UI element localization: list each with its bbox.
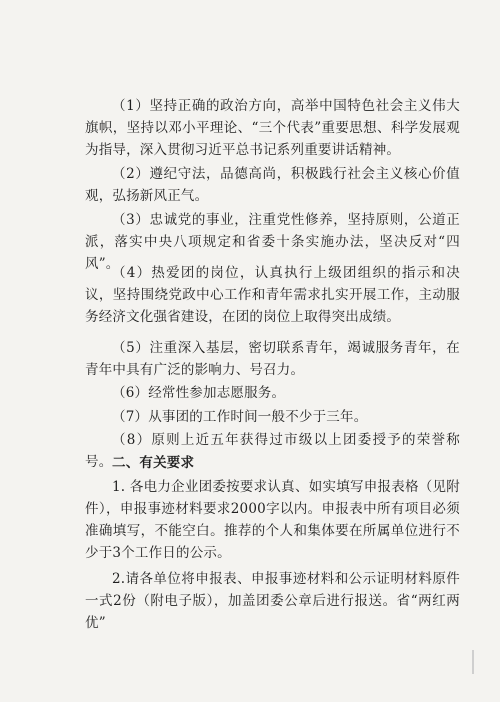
criterion-3: （3）忠诚党的事业，注重党性修养，坚持原则，公道正派，落实中央八项规定和省委十条实施办法，坚决反对“四风”。 xyxy=(85,212,460,272)
requirement-2: 2.请各单位将申报表、申报事迹材料和公示证明材料原件一式2份（附电子版），加盖团委公章后进行报送。省“两红两优” xyxy=(85,571,460,631)
requirement-1: 1. 各电力企业团委按要求认真、如实填写申报表格（见附件），申报事迹材料要求2000字以内。申报表中所有项目必须准确填写，不能空白。推荐的个人和集体要在所属单位进行不少于3个工作日的公示。 xyxy=(85,479,460,561)
criterion-6: （6）经常性参加志愿服务。 xyxy=(112,385,286,401)
scan-mark xyxy=(472,650,474,674)
criterion-1: （1）坚持正确的政治方向，高举中国特色社会主义伟大旗帜，坚持以邓小平理论、“三个代表”重要思想、科学发展观为指导，深入贯彻习近平总书记系列重要讲话精神。 xyxy=(85,98,460,158)
section-heading: 二、有关要求 xyxy=(112,455,195,471)
criterion-4: （4）热爱团的岗位，认真执行上级团组织的指示和决议，坚持围绕党政中心工作和青年需求扎实开展工作，主动服务经济文化强省建设，在团的岗位上取得突出成绩。 xyxy=(85,265,460,325)
criterion-5: （5）注重深入基层，密切联系青年，竭诚服务青年，在青年中具有广泛的影响力、号召力。 xyxy=(85,340,460,378)
criterion-2: （2）遵纪守法，品德高尚，积极践行社会主义核心价值观，弘扬新风正气。 xyxy=(85,166,460,204)
criterion-8: （8）原则上近五年获得过市级以上团委授予的荣誉称号。 xyxy=(85,432,460,470)
criterion-7: （7）从事团的工作时间一般不少于三年。 xyxy=(112,409,368,425)
